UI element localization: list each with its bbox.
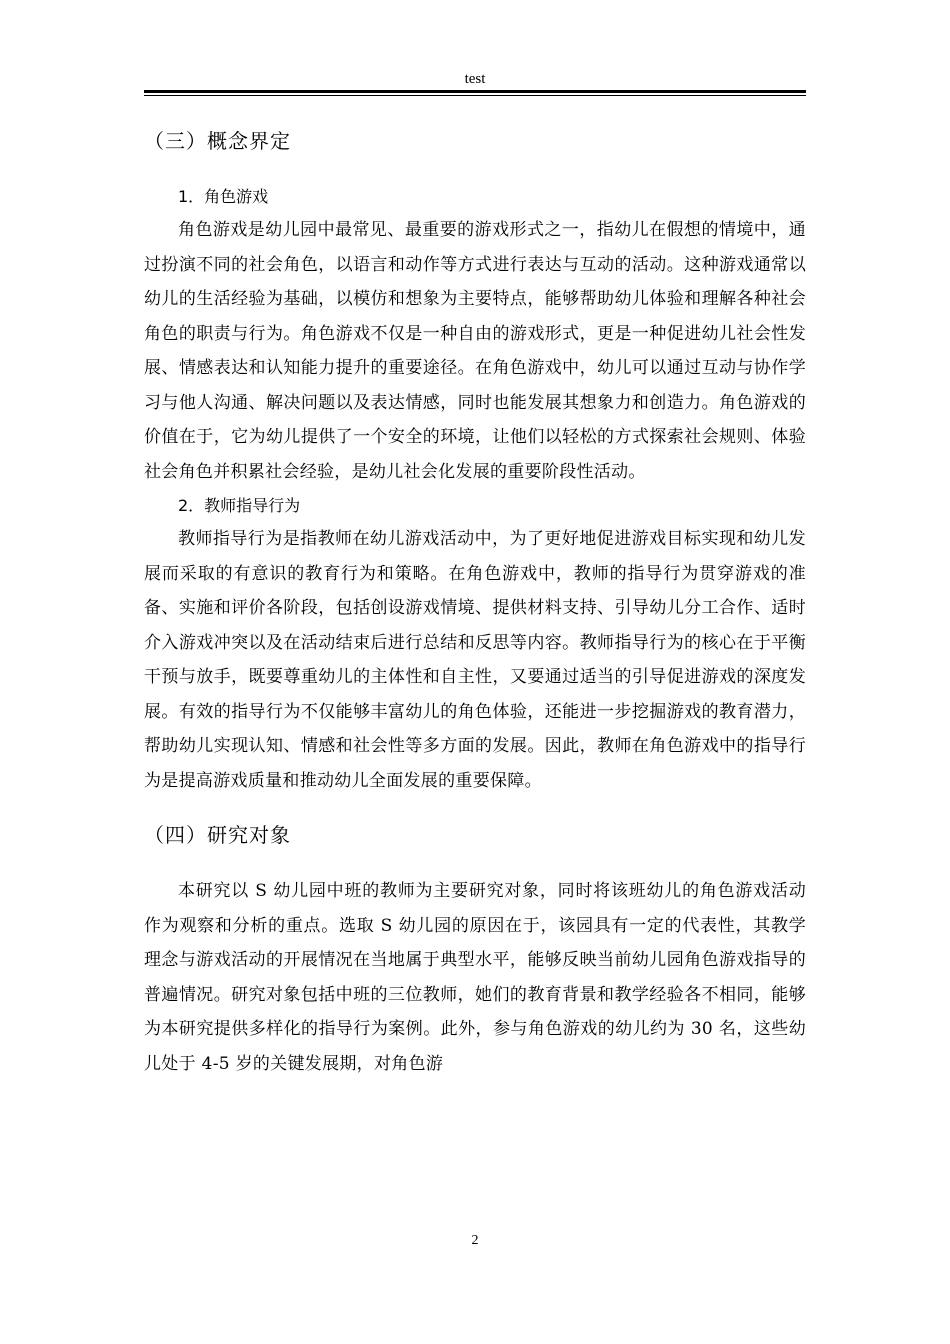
subsection-heading-role-play: 1．角色游戏 [178, 187, 269, 206]
page-header-title: test [464, 71, 486, 87]
section-heading-concepts: （三）概念界定 [144, 129, 291, 153]
page-content [144, 122, 806, 1081]
paragraph-research-subjects: 本研究以 S 幼儿园中班的教师为主要研究对象，同时将该班幼儿的角色游戏活动作为观察和分析的重点。选取 S 幼儿园的原因在于，该园具有一定的代表性，其教学理念与游戏活动的开展情况在当地属于典型水平，能够反映当前幼儿园角色游戏指导的普遍情况。研究对象包括中班的三位教师，她们的教育背景和教学经验各不相同，能够为本研究提供多样化的指导行为案例。此外，参与角色游戏的幼儿约为 30 名，这些幼儿处于 4-5 岁的关键发展期，对角色游 [144, 881, 806, 1074]
header-rule-secondary [144, 95, 806, 96]
subsection-heading-teacher-guidance: 2．教师指导行为 [178, 496, 301, 515]
paragraph-role-play: 角色游戏是幼儿园中最常见、最重要的游戏形式之一，指幼儿在假想的情境中，通过扮演不同的社会角色，以语言和动作等方式进行表达与互动的活动。这种游戏通常以幼儿的生活经验为基础，以模仿和想象为主要特点，能够帮助幼儿体验和理解各种社会角色的职责与行为。角色游戏不仅是一种自由的游戏形式，更是一种促进幼儿社会性发展、情感表达和认知能力提升的重要途径。在角色游戏中，幼儿可以通过互动与协作学习与他人沟通、解决问题以及表达情感，同时也能发展其想象力和创造力。角色游戏的价值在于，它为幼儿提供了一个安全的环境，让他们以轻松的方式探索社会规则、体验社会角色并积累社会经验，是幼儿社会化发展的重要阶段性活动。 [144, 220, 806, 482]
header-rule [144, 90, 806, 93]
paragraph-teacher-guidance: 教师指导行为是指教师在幼儿游戏活动中，为了更好地促进游戏目标实现和幼儿发展而采取的有意识的教育行为和策略。在角色游戏中，教师的指导行为贯穿游戏的准备、实施和评价各阶段，包括创设游戏情境、提供材料支持、引导幼儿分工合作、适时介入游戏冲突以及在活动结束后进行总结和反思等内容。教师指导行为的核心在于平衡干预与放手，既要尊重幼儿的主体性和自主性，又要通过适当的引导促进游戏的深度发展。有效的指导行为不仅能够丰富幼儿的角色体验，还能进一步挖掘游戏的教育潜力，帮助幼儿实现认知、情感和社会性等多方面的发展。因此，教师在角色游戏中的指导行为是提高游戏质量和推动幼儿全面发展的重要保障。 [144, 529, 806, 791]
page-number: 2 [471, 1233, 479, 1248]
section-heading-research-subjects: （四）研究对象 [144, 823, 291, 847]
